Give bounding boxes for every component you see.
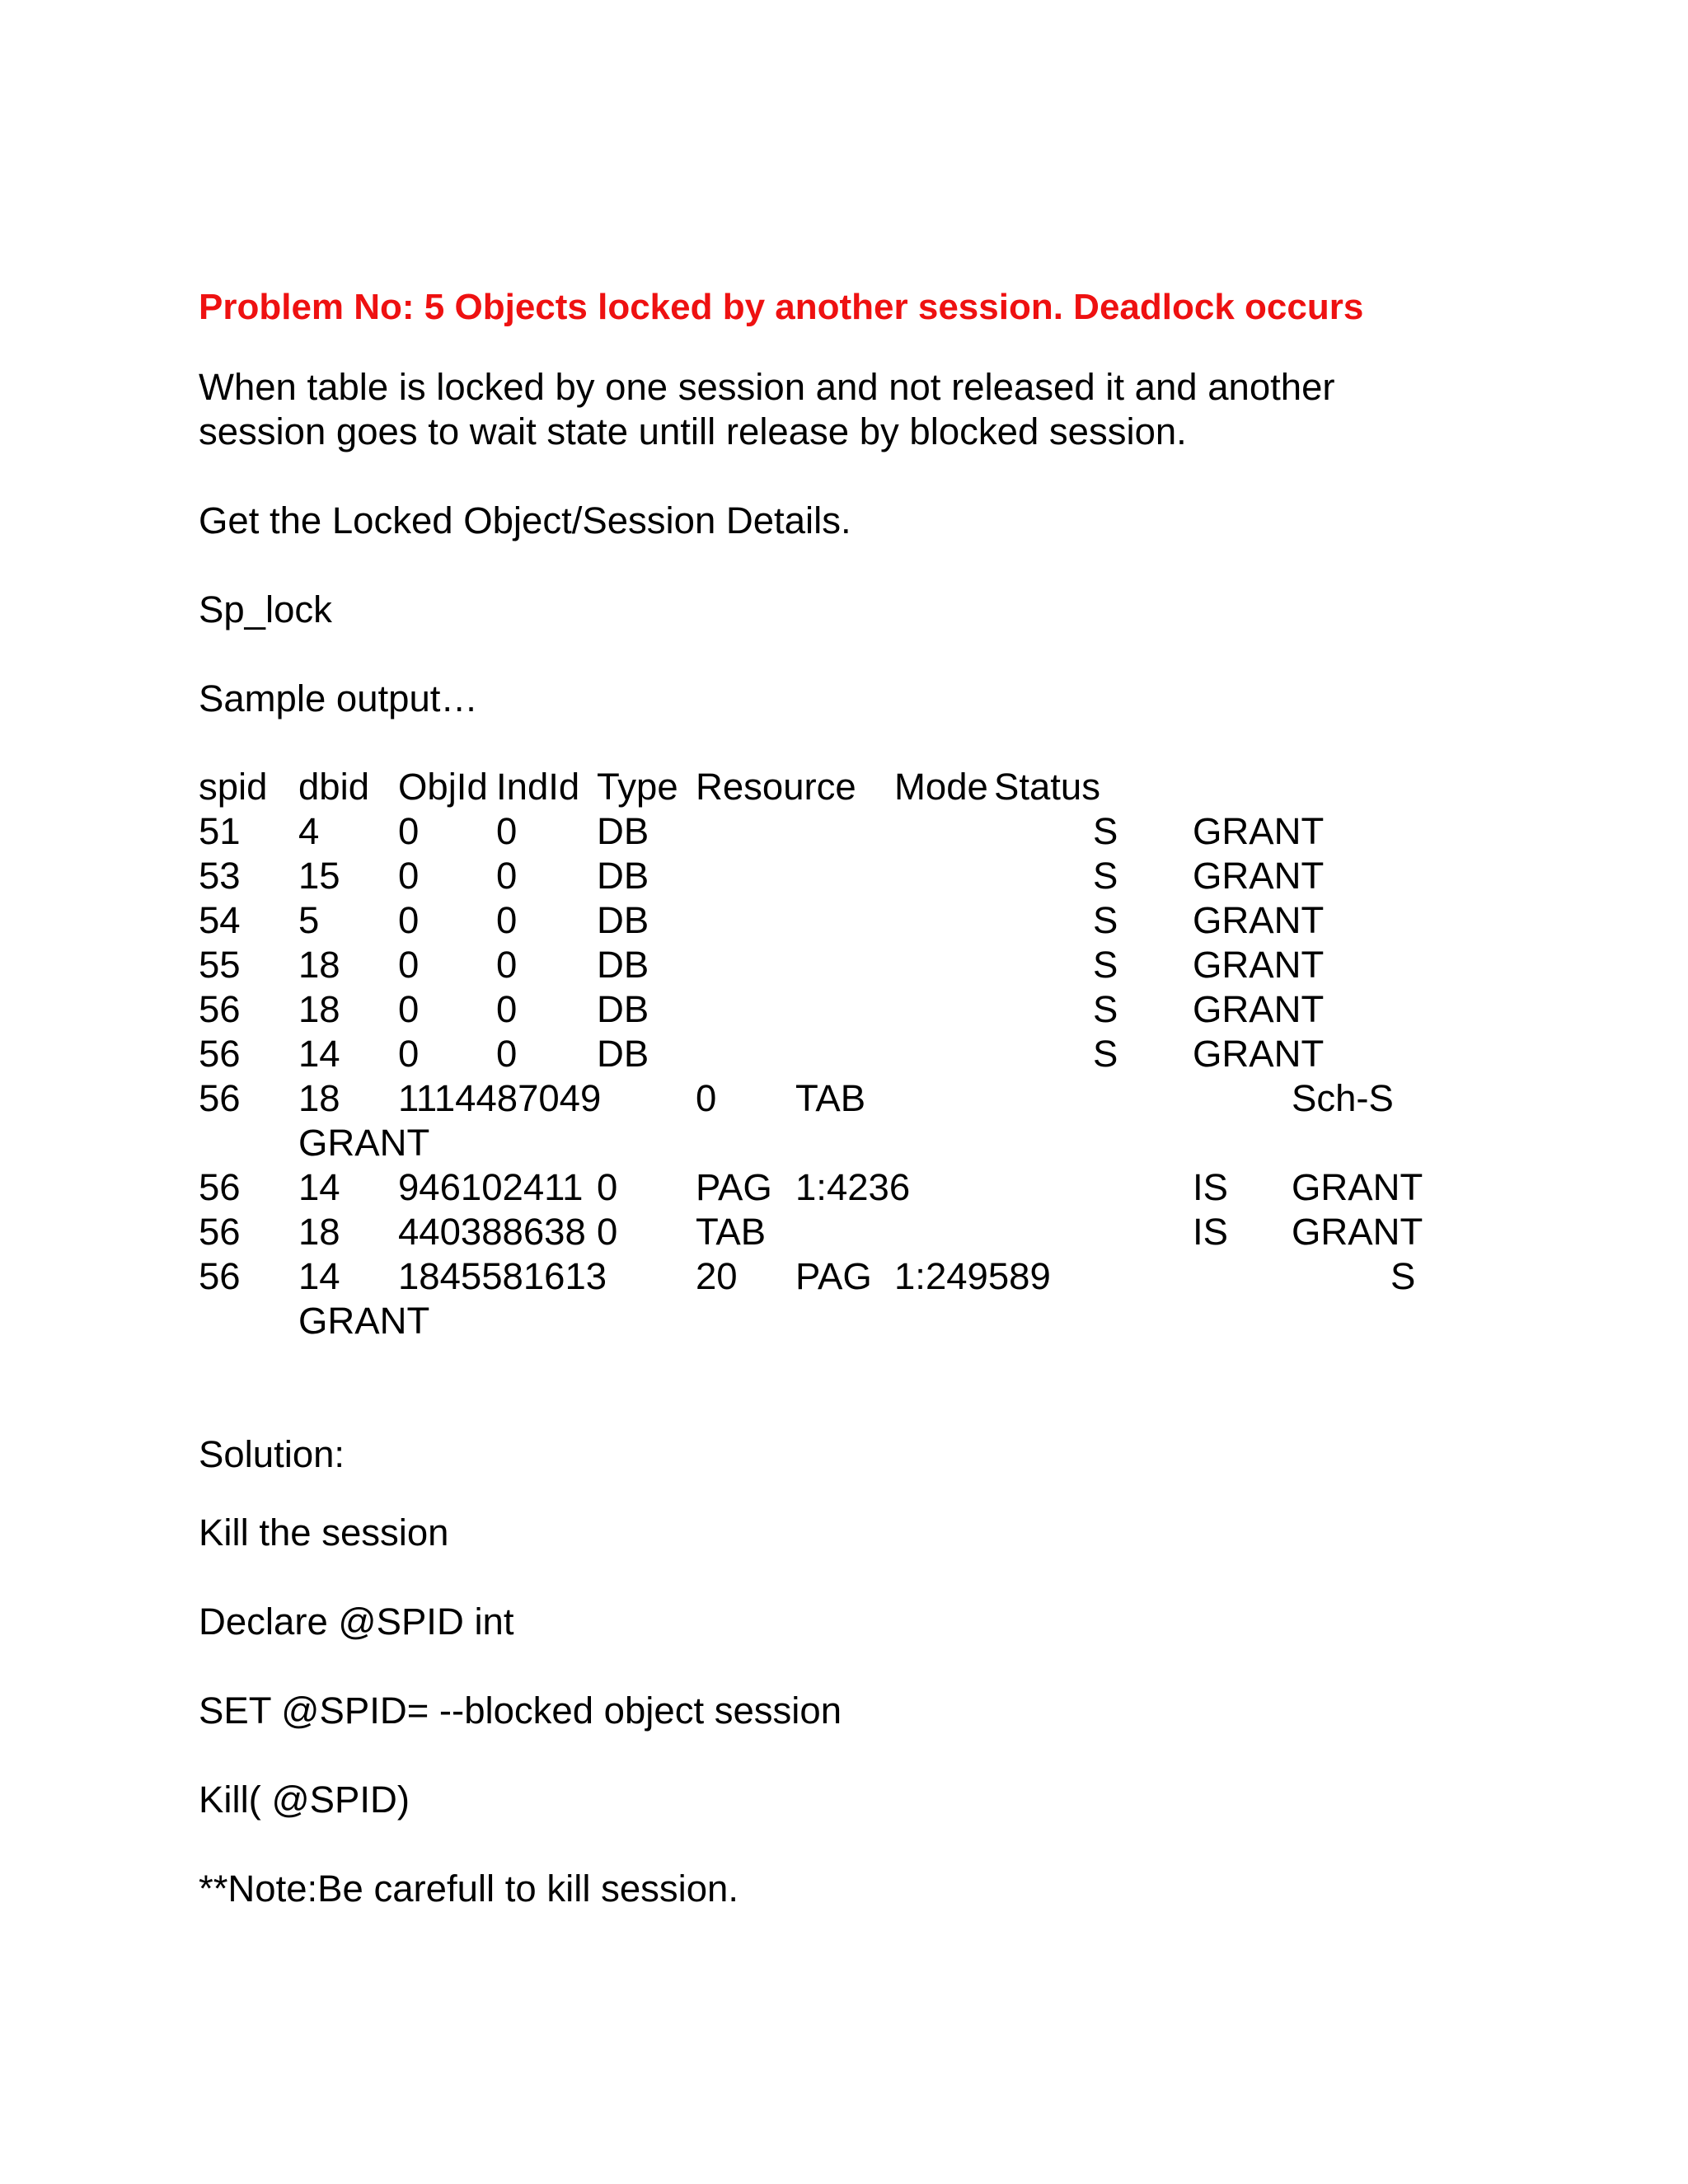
intro-line-1: When table is locked by one session and not released it and another bbox=[199, 366, 1335, 408]
cell-mode: IS bbox=[1193, 1166, 1228, 1208]
code-set: SET @SPID= --blocked object session bbox=[199, 1690, 842, 1732]
cell-dbid: 14 bbox=[298, 1033, 340, 1075]
cell-mode: S bbox=[1093, 899, 1118, 941]
cell-mode: S bbox=[1093, 944, 1118, 986]
cell-objid: 0 bbox=[398, 899, 420, 941]
cell-indid: 0 bbox=[597, 1166, 618, 1208]
cell-mode: S bbox=[1093, 988, 1118, 1030]
cell-status: GRANT bbox=[1292, 1211, 1423, 1253]
code-declare: Declare @SPID int bbox=[199, 1601, 514, 1643]
cell-status: GRANT bbox=[1292, 1166, 1423, 1208]
cell-status: GRANT bbox=[1193, 1033, 1325, 1075]
cell-objid: 0 bbox=[398, 855, 420, 897]
cell-resource: 1:4236 bbox=[795, 1166, 911, 1208]
cell-indid: 0 bbox=[496, 810, 518, 852]
cell-spid: 56 bbox=[199, 1033, 241, 1075]
cell-indid: 0 bbox=[696, 1077, 717, 1119]
cell-status: GRANT bbox=[298, 1300, 430, 1342]
cell-type: DB bbox=[597, 988, 649, 1030]
cell-mode: S bbox=[1093, 1033, 1118, 1075]
cell-mode: S bbox=[1093, 810, 1118, 852]
cell-status: GRANT bbox=[298, 1122, 430, 1164]
cell-indid: 0 bbox=[496, 944, 518, 986]
cell-dbid: 18 bbox=[298, 944, 340, 986]
cell-dbid: 18 bbox=[298, 988, 340, 1030]
header-objid: ObjId bbox=[398, 766, 488, 808]
cell-dbid: 4 bbox=[298, 810, 320, 852]
cell-spid: 56 bbox=[199, 988, 241, 1030]
cell-mode: S bbox=[1390, 1255, 1416, 1297]
header-spid: spid bbox=[199, 766, 268, 808]
cell-objid: 440388638 bbox=[398, 1211, 586, 1253]
cell-spid: 54 bbox=[199, 899, 241, 941]
cell-dbid: 14 bbox=[298, 1166, 340, 1208]
cell-objid: 0 bbox=[398, 988, 420, 1030]
cell-type: DB bbox=[597, 899, 649, 941]
cell-dbid: 15 bbox=[298, 855, 340, 897]
cell-dbid: 5 bbox=[298, 899, 320, 941]
cell-spid: 56 bbox=[199, 1211, 241, 1253]
cell-type: DB bbox=[597, 944, 649, 986]
note-text: **Note:Be carefull to kill session. bbox=[199, 1868, 738, 1910]
cell-status: GRANT bbox=[1193, 899, 1325, 941]
cell-type: TAB bbox=[795, 1077, 866, 1119]
cell-mode: S bbox=[1093, 855, 1118, 897]
sample-output-label: Sample output… bbox=[199, 677, 478, 719]
cell-spid: 56 bbox=[199, 1077, 241, 1119]
cell-spid: 56 bbox=[199, 1255, 241, 1297]
cell-indid: 0 bbox=[496, 855, 518, 897]
problem-title: Problem No: 5 Objects locked by another session. Deadlock occurs bbox=[199, 287, 1364, 327]
header-resource: Resource bbox=[696, 766, 856, 808]
cell-type: DB bbox=[597, 1033, 649, 1075]
cell-objid: 0 bbox=[398, 1033, 420, 1075]
cell-spid: 55 bbox=[199, 944, 241, 986]
cell-dbid: 14 bbox=[298, 1255, 340, 1297]
cell-status: GRANT bbox=[1193, 855, 1325, 897]
intro-line-2: session goes to wait state untill release by blocked session. bbox=[199, 410, 1187, 452]
get-details-text: Get the Locked Object/Session Details. bbox=[199, 499, 851, 541]
code-kill: Kill( @SPID) bbox=[199, 1779, 410, 1821]
cell-type: PAG bbox=[696, 1166, 772, 1208]
cell-dbid: 18 bbox=[298, 1077, 340, 1119]
header-mode: Mode bbox=[894, 766, 988, 808]
cell-objid: 946102411 bbox=[398, 1166, 584, 1208]
cell-resource: 1:249589 bbox=[894, 1255, 1051, 1297]
header-dbid: dbid bbox=[298, 766, 370, 808]
cell-indid: 0 bbox=[496, 1033, 518, 1075]
cell-type: PAG bbox=[795, 1255, 872, 1297]
cell-mode: IS bbox=[1193, 1211, 1228, 1253]
header-status: Status bbox=[994, 766, 1100, 808]
solution-step-1: Kill the session bbox=[199, 1511, 449, 1554]
cell-objid: 1114487049 bbox=[398, 1077, 602, 1119]
solution-label: Solution: bbox=[199, 1433, 345, 1475]
cell-indid: 20 bbox=[696, 1255, 738, 1297]
cell-objid: 0 bbox=[398, 810, 420, 852]
cell-spid: 56 bbox=[199, 1166, 241, 1208]
cell-indid: 0 bbox=[496, 899, 518, 941]
header-indid: IndId bbox=[496, 766, 580, 808]
cell-type: DB bbox=[597, 855, 649, 897]
cell-status: GRANT bbox=[1193, 988, 1325, 1030]
cell-type: DB bbox=[597, 810, 649, 852]
cell-type: TAB bbox=[696, 1211, 767, 1253]
cell-objid: 1845581613 bbox=[398, 1255, 607, 1297]
command-text: Sp_lock bbox=[199, 588, 332, 630]
header-type: Type bbox=[597, 766, 678, 808]
cell-status: GRANT bbox=[1193, 944, 1325, 986]
cell-indid: 0 bbox=[597, 1211, 618, 1253]
cell-dbid: 18 bbox=[298, 1211, 340, 1253]
cell-spid: 53 bbox=[199, 855, 241, 897]
cell-indid: 0 bbox=[496, 988, 518, 1030]
cell-mode: Sch-S bbox=[1292, 1077, 1394, 1119]
cell-objid: 0 bbox=[398, 944, 420, 986]
cell-spid: 51 bbox=[199, 810, 241, 852]
cell-status: GRANT bbox=[1193, 810, 1325, 852]
